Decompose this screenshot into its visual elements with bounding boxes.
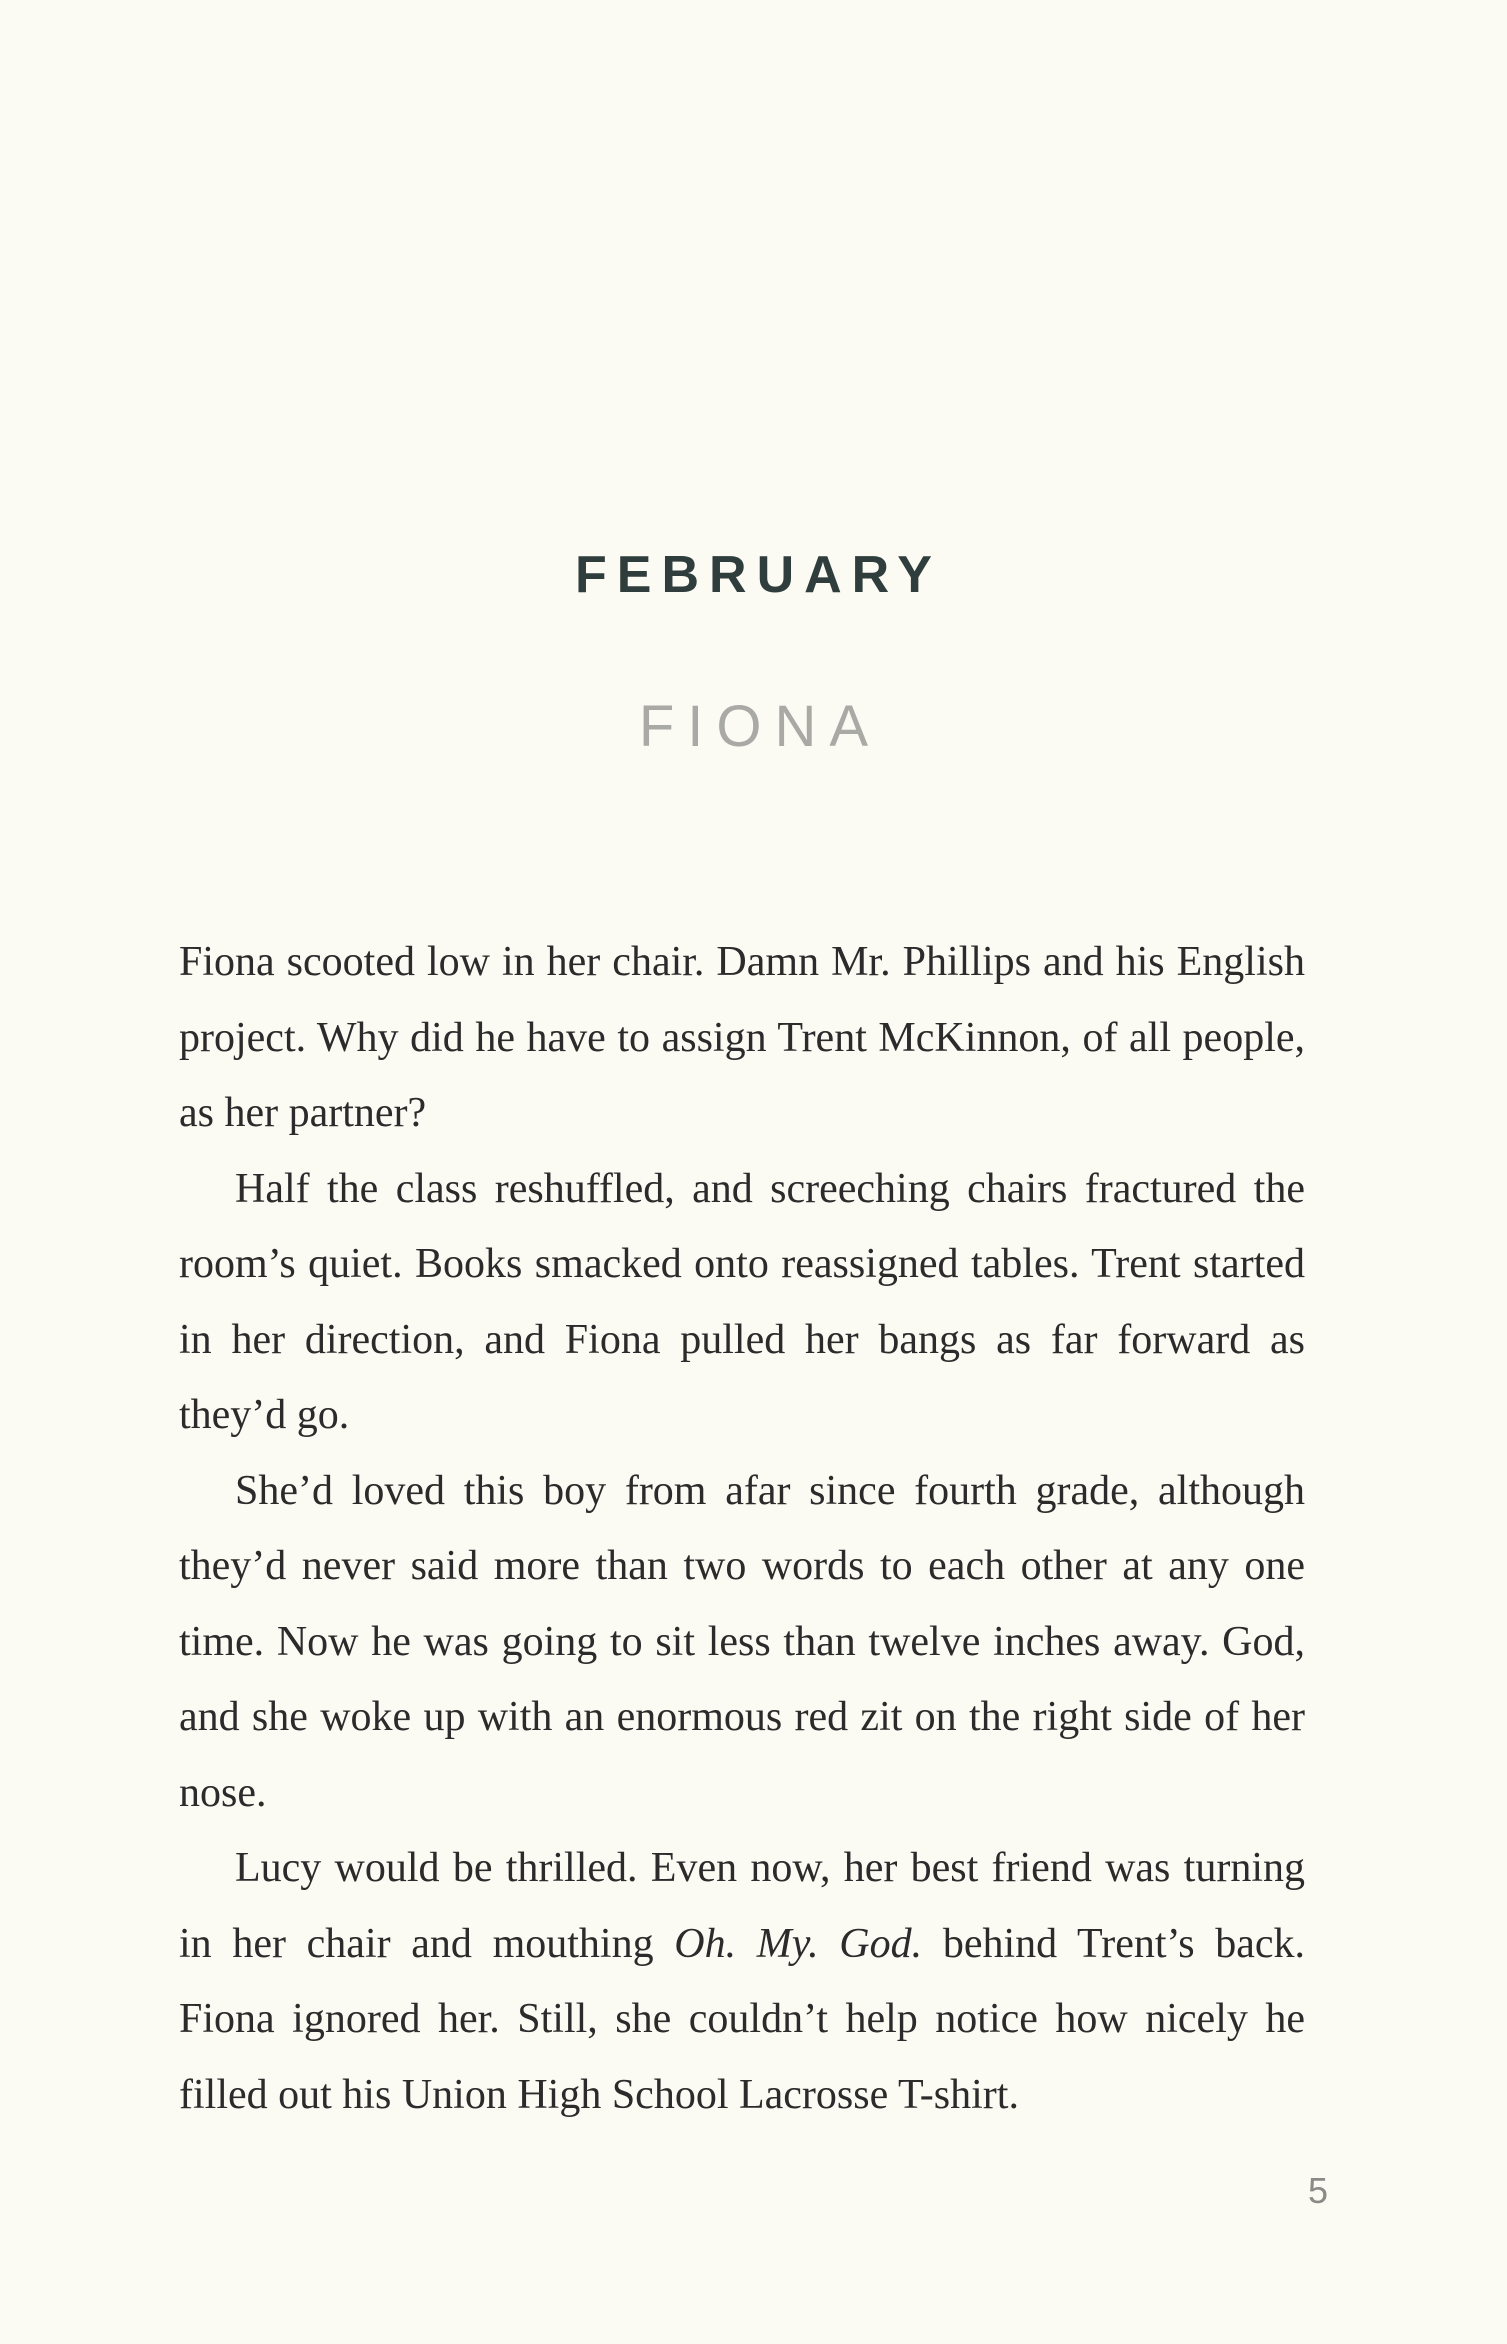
paragraph-text: behind Trent’s back. Fiona ignored her. Still, she couldn’t help notice how nicely he filled out his Union High School Lacrosse T-shirt. [179,1920,1306,2118]
paragraph-text: Half the class reshuffled, and screeching chairs fractured the room’s quiet. Books smacked onto reassigned tables. Trent started in her direction, and Fiona pulled her bangs as far forward as they’d go. [179,1165,1305,1438]
paragraph-text: Lucy would be thrilled. Even now, her best friend was turning in her chair and mouthing [179,1845,1305,1967]
paragraph-text: She’d loved this boy from afar since fourth grade, although they’d never said more than two words to each other at any one time. Now he was going to sit less than twelve inches away. God, and she woke up with an enormous red zit on the right side of her nose. [179,1467,1305,1816]
italic-phrase: Oh. My. God. [674,1920,923,1967]
paragraph-1 [179,925,1305,1152]
paragraph-4 [179,1831,1305,2133]
chapter-body [179,925,1305,2133]
paragraph-2 [179,1152,1305,1454]
paragraph-text: Fiona scooted low in her chair. Damn Mr. Phillips and his English project. Why did he have to assign Trent McKinnon, of all people, as her partner? [179,939,1305,1136]
page-number: 5 [1308,2170,1329,2211]
chapter-month-heading: FEBRUARY [575,546,942,604]
chapter-character-heading: FIONA [638,694,882,759]
paragraph-3 [179,1454,1305,1832]
